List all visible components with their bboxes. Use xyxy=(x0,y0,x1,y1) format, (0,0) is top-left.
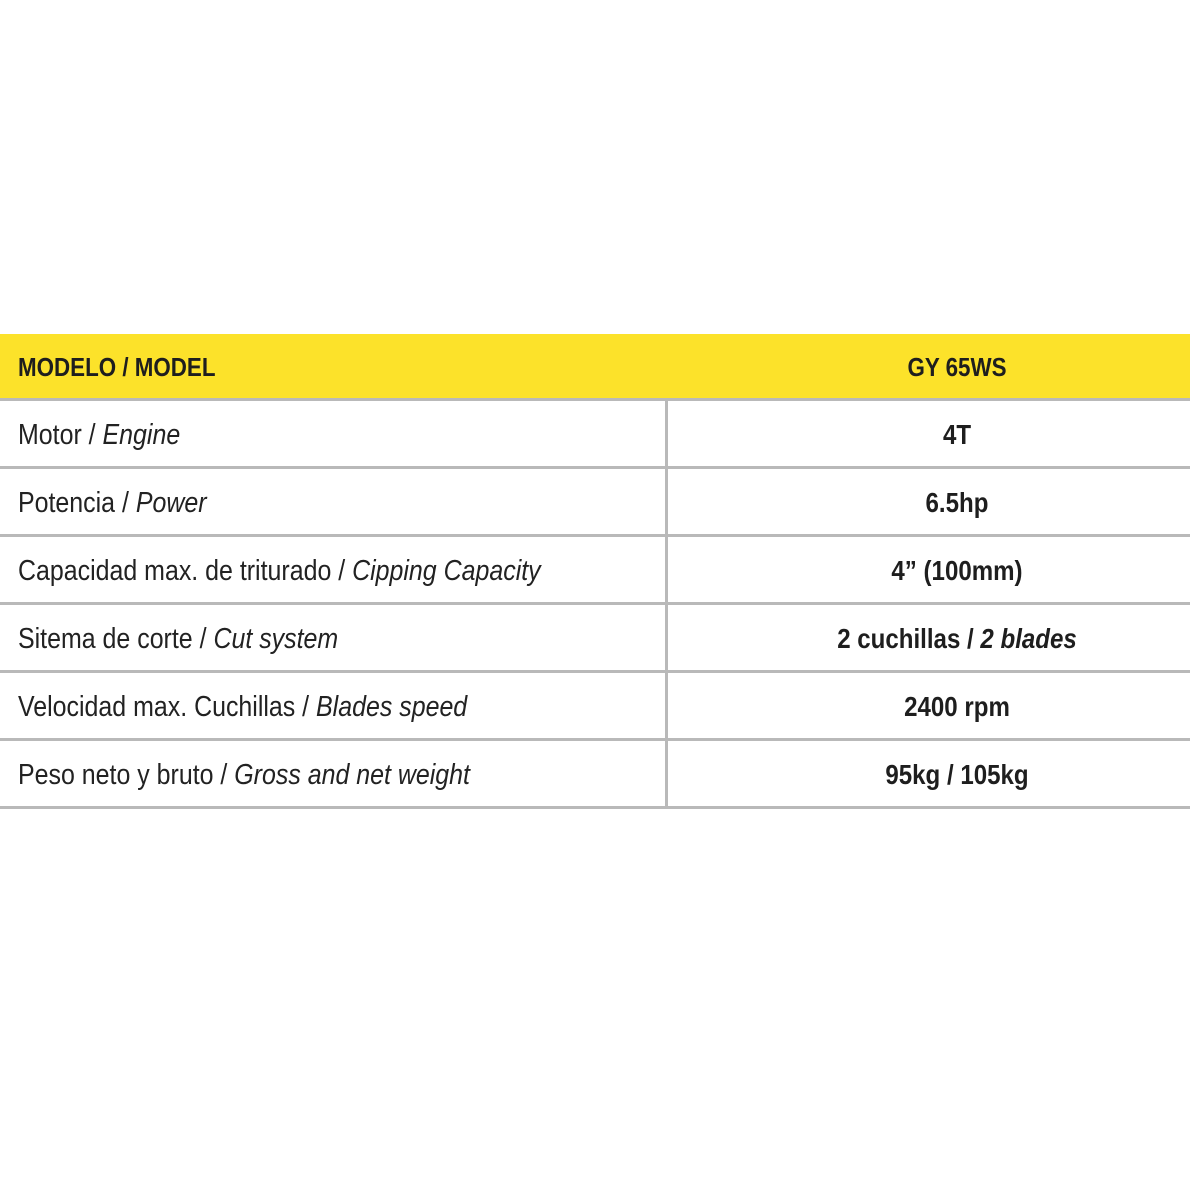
column-divider xyxy=(665,741,668,809)
row-value-main: 2400 rpm xyxy=(904,691,1010,722)
row-value-main: 6.5hp xyxy=(925,487,989,518)
row-value-main: 4T xyxy=(942,419,972,450)
header-label: MODELO / MODEL xyxy=(18,352,216,382)
header-model-value: GY 65WS xyxy=(907,352,1007,382)
row-label xyxy=(18,673,467,741)
row-label xyxy=(18,401,180,469)
row-label xyxy=(18,605,338,673)
row-label-en: Blades speed xyxy=(316,691,468,723)
spec-table xyxy=(0,334,1190,809)
table-header-row xyxy=(0,334,1190,401)
row-value xyxy=(708,537,1190,605)
table-row-blades-speed xyxy=(0,673,1190,741)
column-divider xyxy=(665,537,668,605)
column-divider xyxy=(665,605,668,673)
row-value xyxy=(708,469,1190,537)
row-label xyxy=(18,741,470,809)
row-label-es: Motor / xyxy=(18,419,103,451)
row-value-main: 95kg / 105kg xyxy=(885,759,1029,790)
row-label-en: Engine xyxy=(102,419,181,451)
row-label-en: Cipping Capacity xyxy=(352,555,541,587)
row-value-main: 2 cuchillas / xyxy=(837,623,981,654)
row-label-es: Potencia / xyxy=(18,487,136,519)
column-divider xyxy=(665,469,668,537)
row-label xyxy=(18,537,541,605)
column-divider xyxy=(665,673,668,741)
table-row-weight xyxy=(0,741,1190,809)
row-label-es: Velocidad max. Cuchillas / xyxy=(18,691,317,723)
row-value-main: 4” (100mm) xyxy=(891,555,1023,586)
column-divider xyxy=(665,401,668,469)
table-row-cut-system xyxy=(0,605,1190,673)
row-label-en: Gross and net weight xyxy=(234,759,470,791)
row-label-en: Power xyxy=(135,487,207,519)
row-value-en: 2 blades xyxy=(980,623,1077,654)
row-label-es: Sitema de corte / xyxy=(18,623,214,655)
row-label-es: Capacidad max. de triturado / xyxy=(18,555,353,587)
row-value xyxy=(708,741,1190,809)
row-label xyxy=(18,469,207,537)
row-value xyxy=(708,673,1190,741)
row-label-en: Cut system xyxy=(213,623,339,655)
table-row-engine xyxy=(0,401,1190,469)
table-row-chipping-capacity xyxy=(0,537,1190,605)
row-label-es: Peso neto y bruto / xyxy=(18,759,235,791)
table-row-power xyxy=(0,469,1190,537)
row-value xyxy=(708,605,1190,673)
row-value xyxy=(708,401,1190,469)
